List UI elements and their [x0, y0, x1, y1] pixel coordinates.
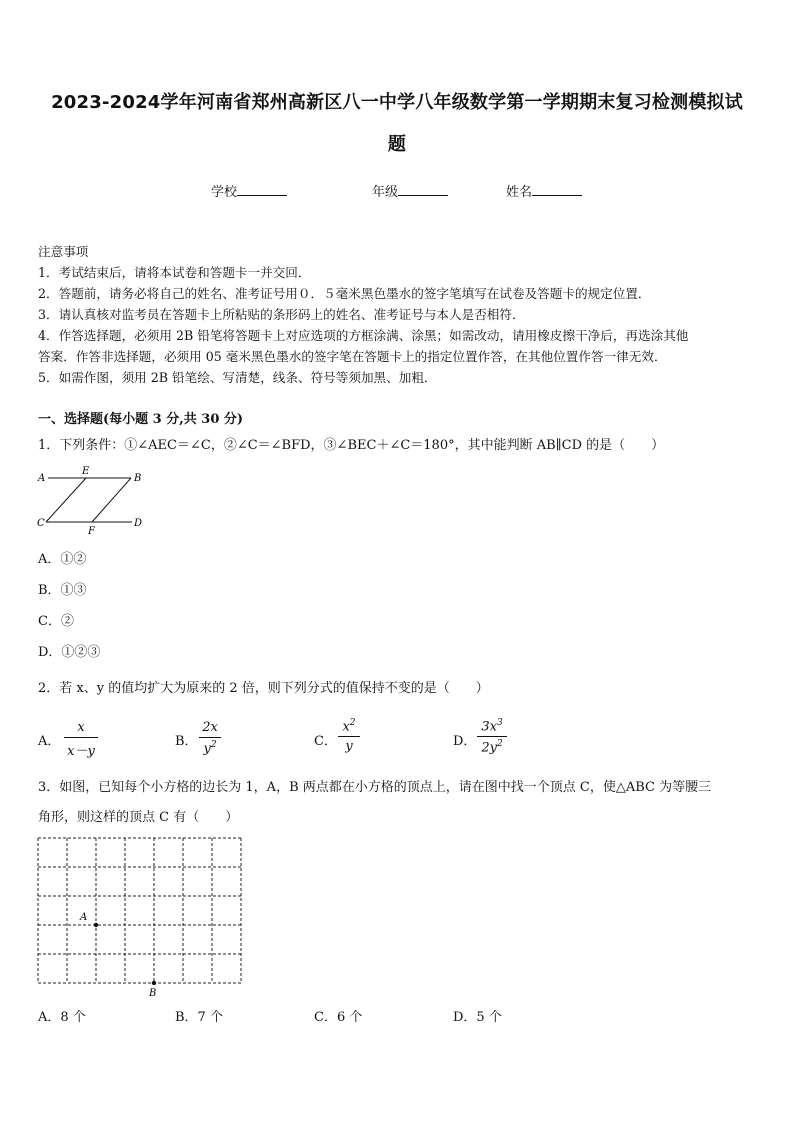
question-1-option-b[interactable]: B．①③ [38, 583, 87, 598]
section-heading: 一、选择题(每小题 3 分,共 30 分) [38, 412, 244, 427]
question-2-option-d[interactable]: D． [453, 734, 477, 749]
grade-label: 年级 [372, 185, 399, 200]
question-3-option-b[interactable]: B．7 个 [175, 1010, 223, 1025]
question-1-option-c[interactable]: C．② [38, 614, 74, 629]
question-3-option-a[interactable]: A．8 个 [38, 1010, 86, 1025]
fraction-d-denominator: 2y [481, 740, 497, 756]
label-b: B [134, 473, 142, 484]
fraction-c-num-exponent: 2 [349, 718, 356, 728]
question-2-option-a[interactable]: A． [38, 734, 61, 749]
grade-blank [398, 182, 448, 196]
label-d: D [134, 518, 143, 529]
fraction-c [338, 718, 360, 754]
question-2-option-c[interactable]: C． [314, 734, 337, 749]
fraction-bar [338, 736, 360, 737]
fraction-a-numerator: x [77, 720, 85, 735]
note-item: 3．请认真核对监考员在答题卡上所粘贴的条形码上的姓名、准考证号与本人是否相符． [38, 307, 525, 322]
question-3-stem-line2: 角形，则这样的顶点 C 有（ ） [38, 810, 239, 825]
grade-field [372, 181, 448, 200]
question-3-option-d[interactable]: D．5 个 [453, 1010, 502, 1025]
fraction-d-den-exponent: 2 [496, 739, 503, 750]
fraction-a [64, 720, 98, 759]
fraction-b-numerator: 2x [202, 720, 218, 735]
fraction-b-denominator: y [203, 741, 211, 757]
fraction-b [199, 720, 221, 756]
fraction-d-num-exponent: 3 [496, 718, 503, 728]
line-bf [92, 478, 131, 522]
point-b-dot [152, 981, 156, 985]
note-item: 1．考试结束后，请将本试卷和答题卡一并交回． [38, 265, 311, 280]
point-a-dot [94, 923, 98, 927]
fraction-c-denominator: y [345, 739, 353, 755]
label-f: F [88, 526, 95, 536]
label-e: E [82, 466, 90, 477]
question-2-option-b[interactable]: B． [175, 734, 198, 749]
page-title-line1: 2023-2024学年河南省郑州高新区八一中学八年级数学第一学期期末复习检测模拟试 [51, 92, 743, 113]
fraction-d [477, 718, 507, 756]
question-3-stem-line1: 3．如图，已知每个小方格的边长为 1，A，B 两点都在小方格的顶点上，请在图中找一个顶点 C，使△ABC 为等腰三 [38, 780, 712, 795]
note-item: 答案．作答非选择题，必须用 05 毫米黑色墨水的签字笔在答题卡上的指定位置作答，在其他位置作答一律无效． [38, 349, 667, 364]
label-a: A [38, 473, 46, 484]
fraction-c-numerator: x [342, 719, 350, 735]
parallel-lines-figure [36, 466, 148, 536]
page-title-line2: 题 [387, 134, 407, 155]
name-label: 姓名 [506, 185, 533, 200]
fraction-bar [199, 737, 221, 738]
fraction-bar [477, 736, 507, 737]
line-ec [46, 478, 86, 522]
note-item: 2．答题前，请务必将自己的姓名、准考证号用０．５毫米黑色墨水的签字笔填写在试卷及答题卡的规定位置． [38, 286, 651, 301]
fraction-d-numerator: 3x [481, 719, 497, 735]
fraction-b-den-exponent: 2 [210, 740, 217, 750]
question-2-stem: 2．若 x、y 的值均扩大为原来的 2 倍，则下列分式的值保持不变的是（ ） [38, 681, 489, 696]
point-b-label: B [149, 988, 157, 999]
question-1-option-d[interactable]: D．①②③ [38, 645, 101, 660]
fraction-a-denominator: x－y [67, 744, 95, 759]
dashed-grid [38, 838, 241, 983]
question-1-option-a[interactable]: A．①② [38, 552, 87, 567]
note-item: 5．如需作图，须用 2B 铅笔绘、写清楚，线条、符号等须加黑、加粗． [38, 370, 437, 385]
name-blank [532, 182, 582, 196]
grid-figure [34, 834, 246, 1000]
question-1-stem: 1．下列条件：①∠AEC＝∠C，②∠C＝∠BFD，③∠BEC＋∠C＝180°，其中能判断 AB∥CD 的是（ ） [38, 438, 665, 453]
school-blank [237, 182, 287, 196]
label-c: C [37, 518, 45, 529]
name-field [506, 181, 582, 200]
question-3-option-c[interactable]: C．6 个 [314, 1010, 363, 1025]
notes-heading: 注意事项 [38, 244, 89, 259]
point-a-label: A [80, 912, 88, 923]
note-item: 4．作答选择题，必须用 2B 铅笔将答题卡上对应选项的方框涂满、涂黑；如需改动，请用橡皮擦干净后，再选涂其他 [38, 328, 689, 343]
school-field [211, 181, 287, 200]
school-label: 学校 [211, 185, 238, 200]
fraction-bar [64, 737, 98, 738]
